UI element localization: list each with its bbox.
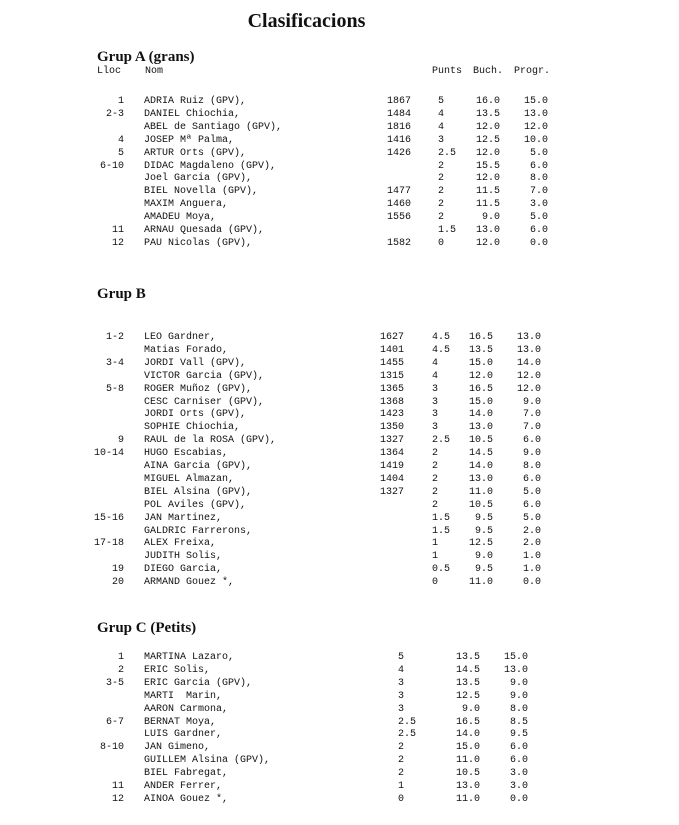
elo-cell: 1327 [379, 435, 404, 447]
elo-cell: 1484 [386, 108, 411, 120]
points-cell: 2.5 [398, 716, 417, 728]
points-cell: 2 [438, 199, 445, 211]
table-row [0, 186, 679, 199]
header-nom: Nom [145, 66, 164, 77]
progr-cell: 0.0 [529, 237, 548, 249]
buch-cell: 12.0 [468, 370, 493, 382]
points-cell: 2 [398, 755, 405, 767]
name-cell: AMADEU Moya, [144, 212, 217, 224]
buch-cell: 15.0 [468, 357, 493, 369]
table-row [0, 691, 679, 704]
progr-cell: 13.0 [503, 664, 528, 676]
progr-cell: 8.0 [522, 461, 541, 472]
progr-cell: 7.0 [529, 186, 548, 198]
elo-cell: 1627 [379, 332, 404, 343]
buch-cell: 12.5 [475, 134, 500, 146]
table-row [0, 652, 679, 665]
rank-cell: 20 [111, 577, 124, 589]
buch-cell: 10.5 [468, 499, 493, 511]
points-cell: 0 [398, 793, 405, 805]
table-row [0, 148, 679, 161]
buch-cell: 11.5 [475, 199, 500, 211]
name-cell: MARTI Marin, [144, 690, 223, 702]
name-cell: DIDAC Magdaleno (GPV), [144, 160, 277, 172]
rank-cell: 1 [117, 96, 124, 107]
rank-cell: 12 [111, 793, 124, 805]
rank-cell: 8-10 [99, 742, 124, 754]
buch-cell: 14.5 [468, 448, 493, 460]
buch-cell: 13.5 [468, 344, 493, 356]
name-cell: DIEGO Garcia, [144, 564, 223, 576]
table-row [0, 461, 679, 474]
name-cell: BIEL Fabregat, [144, 768, 229, 780]
table-row [0, 564, 679, 577]
name-cell: AARON Carmona, [144, 703, 229, 715]
table-row [0, 448, 679, 461]
buch-cell: 10.5 [468, 435, 493, 447]
table-row [0, 345, 679, 358]
elo-cell: 1460 [386, 199, 411, 211]
buch-cell: 12.0 [475, 173, 500, 185]
points-cell: 3 [438, 134, 445, 146]
table-row [0, 474, 679, 487]
buch-cell: 11.0 [455, 755, 480, 767]
progr-cell: 3.0 [509, 781, 528, 792]
points-cell: 4 [438, 121, 445, 133]
buch-cell: 12.0 [475, 147, 500, 159]
buch-cell: 9.0 [474, 551, 493, 563]
points-cell: 3 [398, 703, 405, 715]
table-row [0, 435, 679, 448]
points-cell: 3 [398, 677, 405, 689]
points-cell: 0.5 [432, 564, 451, 576]
progr-cell: 9.0 [509, 677, 528, 689]
progr-cell: 10.0 [523, 134, 548, 146]
elo-cell: 1556 [386, 212, 411, 224]
buch-cell: 15.0 [455, 742, 480, 754]
table-row [0, 384, 679, 397]
buch-cell: 9.0 [461, 703, 480, 715]
page-title: Clasificacions [247, 10, 366, 32]
points-cell: 2 [438, 212, 445, 224]
table-row [0, 781, 679, 794]
name-cell: JORDI Vall (GPV), [144, 357, 247, 369]
points-cell: 2 [438, 160, 445, 172]
name-cell: RAUL de la ROSA (GPV), [144, 435, 277, 447]
table-row [0, 238, 679, 251]
elo-cell: 1350 [379, 422, 404, 434]
elo-cell: 1327 [379, 486, 404, 498]
group-c-title: Grup C (Petits) [97, 620, 197, 636]
points-cell: 2 [432, 499, 439, 511]
name-cell: ERIC Solis, [144, 664, 211, 676]
rank-cell: 12 [111, 237, 124, 249]
table-row [0, 538, 679, 551]
progr-cell: 8.5 [509, 716, 528, 728]
points-cell: 2.5 [438, 147, 457, 159]
elo-cell: 1455 [379, 357, 404, 369]
buch-cell: 11.0 [468, 486, 493, 498]
buch-cell: 14.0 [468, 409, 493, 421]
rank-cell: 4 [117, 134, 124, 146]
points-cell: 1 [398, 781, 405, 792]
points-cell: 0 [432, 577, 439, 589]
points-cell: 2 [438, 186, 445, 198]
points-cell: 3 [432, 396, 439, 408]
points-cell: 3 [432, 409, 439, 421]
group-a-title: Grup A (grans) [97, 49, 195, 65]
points-cell: 3 [432, 383, 439, 395]
rank-cell: 10-14 [93, 448, 124, 460]
name-cell: JAN Gimeno, [144, 742, 211, 754]
name-cell: ROGER Muñoz (GPV), [144, 383, 253, 395]
progr-cell: 9.0 [509, 690, 528, 702]
table-row [0, 109, 679, 122]
elo-cell: 1404 [379, 473, 404, 485]
name-cell: Joel Garcia (GPV), [144, 173, 253, 185]
table-row [0, 225, 679, 238]
elo-cell: 1315 [379, 370, 404, 382]
table-row [0, 409, 679, 422]
name-cell: ALEX Freixa, [144, 538, 217, 550]
points-cell: 2.5 [432, 435, 451, 447]
points-cell: 2 [432, 461, 439, 472]
progr-cell: 12.0 [523, 121, 548, 133]
table-row [0, 500, 679, 513]
elo-cell: 1401 [379, 344, 404, 356]
name-cell: MARTINA Lazaro, [144, 652, 235, 663]
progr-cell: 13.0 [523, 108, 548, 120]
progr-cell: 3.0 [509, 768, 528, 780]
name-cell: LUIS Gardner, [144, 729, 223, 741]
progr-cell: 9.0 [522, 448, 541, 460]
rank-cell: 15-16 [93, 512, 124, 524]
progr-cell: 14.0 [516, 357, 541, 369]
buch-cell: 13.0 [468, 473, 493, 485]
name-cell: ANDER Ferrer, [144, 781, 223, 792]
elo-cell: 1365 [379, 383, 404, 395]
buch-cell: 9.5 [474, 564, 493, 576]
progr-cell: 3.0 [529, 199, 548, 211]
rank-cell: 6-7 [105, 716, 124, 728]
progr-cell: 15.0 [523, 96, 548, 107]
rank-cell: 2-3 [105, 108, 124, 120]
header-buch: Buch. [473, 66, 504, 77]
points-cell: 3 [432, 422, 439, 434]
table-row [0, 742, 679, 755]
progr-cell: 2.0 [522, 525, 541, 537]
buch-cell: 12.0 [475, 121, 500, 133]
table-row [0, 551, 679, 564]
name-cell: JUDITH Solis, [144, 551, 223, 563]
name-cell: ERIC Garcia (GPV), [144, 677, 253, 689]
name-cell: BIEL Novella (GPV), [144, 186, 259, 198]
elo-cell: 1416 [386, 134, 411, 146]
progr-cell: 9.0 [522, 396, 541, 408]
progr-cell: 5.0 [529, 147, 548, 159]
table-row [0, 161, 679, 174]
progr-cell: 15.0 [503, 652, 528, 663]
name-cell: PAU Nicolas (GPV), [144, 237, 253, 249]
buch-cell: 12.5 [468, 538, 493, 550]
table-row [0, 96, 679, 109]
points-cell: 4.5 [432, 332, 451, 343]
table-row [0, 212, 679, 225]
rank-cell: 9 [117, 435, 124, 447]
table-row [0, 122, 679, 135]
elo-cell: 1423 [379, 409, 404, 421]
progr-cell: 6.0 [522, 473, 541, 485]
points-cell: 2 [432, 473, 439, 485]
points-cell: 3 [398, 690, 405, 702]
buch-cell: 14.0 [468, 461, 493, 472]
progr-cell: 9.5 [509, 729, 528, 741]
name-cell: AINOA Gouez *, [144, 793, 229, 805]
progr-cell: 6.0 [529, 225, 548, 236]
progr-cell: 5.0 [522, 512, 541, 524]
buch-cell: 16.5 [455, 716, 480, 728]
table-row [0, 173, 679, 186]
table-row [0, 358, 679, 371]
points-cell: 4 [438, 108, 445, 120]
progr-cell: 6.0 [529, 160, 548, 172]
rank-cell: 6-10 [99, 160, 124, 172]
name-cell: ABEL de Santiago (GPV), [144, 121, 283, 133]
points-cell: 4 [432, 370, 439, 382]
progr-cell: 8.0 [509, 703, 528, 715]
rank-cell: 1 [117, 652, 124, 663]
name-cell: GALDRIC Farrerons, [144, 525, 253, 537]
elo-cell: 1364 [379, 448, 404, 460]
buch-cell: 13.0 [468, 422, 493, 434]
rank-cell: 1-2 [105, 332, 124, 343]
progr-cell: 6.0 [522, 499, 541, 511]
buch-cell: 10.5 [455, 768, 480, 780]
table-row [0, 422, 679, 435]
name-cell: Matias Forado, [144, 344, 229, 356]
rank-cell: 3-4 [105, 357, 124, 369]
progr-cell: 13.0 [516, 332, 541, 343]
points-cell: 4 [398, 664, 405, 676]
table-row [0, 729, 679, 742]
name-cell: AINA Garcia (GPV), [144, 461, 253, 472]
progr-cell: 8.0 [529, 173, 548, 185]
elo-cell: 1477 [386, 186, 411, 198]
progr-cell: 0.0 [509, 793, 528, 805]
elo-cell: 1867 [386, 96, 411, 107]
progr-cell: 0.0 [522, 577, 541, 589]
table-row [0, 768, 679, 781]
elo-cell: 1368 [379, 396, 404, 408]
table-row [0, 704, 679, 717]
header-punts: Punts [432, 66, 463, 77]
name-cell: CESC Carniser (GPV), [144, 396, 265, 408]
buch-cell: 12.5 [455, 690, 480, 702]
name-cell: MAXIM Anguera, [144, 199, 229, 211]
table-row [0, 577, 679, 590]
table-row [0, 135, 679, 148]
group-b-title: Grup B [97, 286, 146, 302]
progr-cell: 6.0 [509, 755, 528, 767]
name-cell: ARTUR Orts (GPV), [144, 147, 247, 159]
name-cell: ARMAND Gouez *, [144, 577, 235, 589]
rank-cell: 11 [111, 225, 124, 236]
progr-cell: 13.0 [516, 344, 541, 356]
buch-cell: 9.0 [481, 212, 500, 224]
points-cell: 2 [398, 768, 405, 780]
name-cell: MIGUEL Almazan, [144, 473, 235, 485]
table-row [0, 513, 679, 526]
buch-cell: 11.5 [475, 186, 500, 198]
progr-cell: 1.0 [522, 551, 541, 563]
table-row [0, 371, 679, 384]
rank-cell: 17-18 [93, 538, 124, 550]
buch-cell: 11.0 [455, 793, 480, 805]
buch-cell: 13.0 [455, 781, 480, 792]
table-row [0, 794, 679, 807]
elo-cell: 1582 [386, 237, 411, 249]
elo-cell: 1419 [379, 461, 404, 472]
rank-cell: 2 [117, 664, 124, 676]
elo-cell: 1426 [386, 147, 411, 159]
points-cell: 1.5 [432, 525, 451, 537]
points-cell: 1.5 [438, 225, 457, 236]
buch-cell: 13.5 [455, 677, 480, 689]
points-cell: 1.5 [432, 512, 451, 524]
points-cell: 0 [438, 237, 445, 249]
rank-cell: 11 [111, 781, 124, 792]
name-cell: ARNAU Quesada (GPV), [144, 225, 265, 236]
progr-cell: 6.0 [509, 742, 528, 754]
name-cell: SOPHIE Chiochia, [144, 422, 241, 434]
progr-cell: 5.0 [529, 212, 548, 224]
header-progr: Progr. [514, 66, 551, 77]
progr-cell: 7.0 [522, 409, 541, 421]
buch-cell: 11.0 [468, 577, 493, 589]
table-row [0, 755, 679, 768]
elo-cell: 1816 [386, 121, 411, 133]
buch-cell: 9.5 [474, 525, 493, 537]
rank-cell: 5-8 [105, 383, 124, 395]
progr-cell: 12.0 [516, 370, 541, 382]
progr-cell: 1.0 [522, 564, 541, 576]
name-cell: BIEL Alsina (GPV), [144, 486, 253, 498]
table-row [0, 397, 679, 410]
points-cell: 2 [398, 742, 405, 754]
name-cell: GUILLEM Alsina (GPV), [144, 755, 271, 767]
points-cell: 4 [432, 357, 439, 369]
name-cell: LEO Gardner, [144, 332, 217, 343]
table-row [0, 332, 679, 345]
buch-cell: 16.5 [468, 332, 493, 343]
points-cell: 2 [432, 448, 439, 460]
name-cell: JORDI Orts (GPV), [144, 409, 247, 421]
table-row [0, 526, 679, 539]
progr-cell: 12.0 [516, 383, 541, 395]
points-cell: 1 [432, 551, 439, 563]
progr-cell: 6.0 [522, 435, 541, 447]
name-cell: BERNAT Moya, [144, 716, 217, 728]
name-cell: ADRIA Ruiz (GPV), [144, 96, 247, 107]
table-row [0, 487, 679, 500]
points-cell: 2 [432, 486, 439, 498]
buch-cell: 14.0 [455, 729, 480, 741]
buch-cell: 15.5 [475, 160, 500, 172]
progr-cell: 2.0 [522, 538, 541, 550]
header-lloc: Lloc [97, 66, 122, 77]
buch-cell: 12.0 [475, 237, 500, 249]
buch-cell: 13.5 [455, 652, 480, 663]
rank-cell: 5 [117, 147, 124, 159]
name-cell: VICTOR Garcia (GPV), [144, 370, 265, 382]
name-cell: JAN Martinez, [144, 512, 223, 524]
table-row [0, 717, 679, 730]
points-cell: 1 [432, 538, 439, 550]
progr-cell: 5.0 [522, 486, 541, 498]
buch-cell: 15.0 [468, 396, 493, 408]
name-cell: DANIEL Chiochia, [144, 108, 241, 120]
table-row [0, 665, 679, 678]
buch-cell: 16.5 [468, 383, 493, 395]
table-row [0, 199, 679, 212]
points-cell: 2.5 [398, 729, 417, 741]
buch-cell: 13.5 [475, 108, 500, 120]
buch-cell: 16.0 [475, 96, 500, 107]
points-cell: 4.5 [432, 344, 451, 356]
name-cell: HUGO Escabias, [144, 448, 229, 460]
rank-cell: 19 [111, 564, 124, 576]
name-cell: POL Aviles (GPV), [144, 499, 247, 511]
name-cell: JOSEP Mª Palma, [144, 134, 235, 146]
buch-cell: 13.0 [475, 225, 500, 236]
table-row [0, 678, 679, 691]
buch-cell: 9.5 [474, 512, 493, 524]
rank-cell: 3-5 [105, 677, 124, 689]
points-cell: 5 [438, 96, 445, 107]
progr-cell: 7.0 [522, 422, 541, 434]
buch-cell: 14.5 [455, 664, 480, 676]
points-cell: 2 [438, 173, 445, 185]
points-cell: 5 [398, 652, 405, 663]
